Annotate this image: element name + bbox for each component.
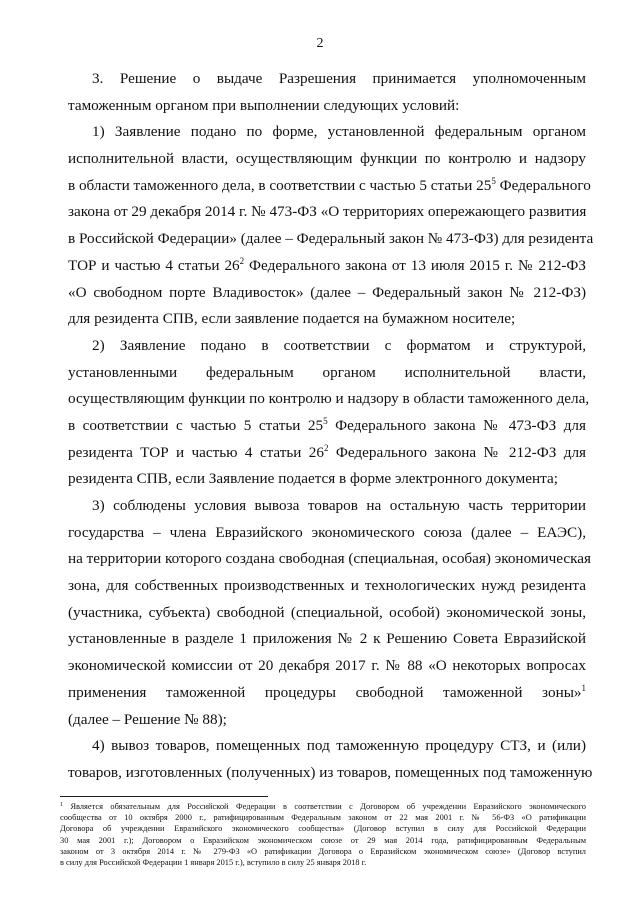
text-line — [68, 626, 586, 653]
footnote-separator — [60, 796, 268, 797]
paragraph — [68, 66, 586, 119]
paragraph — [68, 119, 594, 333]
text-run: 2) Заявление подано в соответствии с форматом и структурой, — [92, 336, 586, 354]
text-run: 3) соблюдены условия вывоза товаров на остальную часть территории — [92, 497, 586, 514]
text-line — [68, 573, 586, 600]
text-run: исполнительной власти, осуществляющим функции по контролю и надзору — [68, 150, 586, 168]
text-run: Федерального закона от 13 июля 2015 г. № 212-ФЗ — [244, 256, 586, 274]
superscript: 2 — [239, 255, 245, 266]
text-line — [68, 520, 586, 547]
text-run: 1) Заявление подано по форме, установленной федеральным органом — [92, 123, 586, 141]
text-run: осуществляющим функции по контролю и надзору в области таможенного дела, — [68, 390, 590, 408]
text-line — [68, 119, 586, 146]
text-line — [68, 546, 591, 573]
footnote-line — [60, 801, 586, 812]
text-run: экономической комиссии от 20 декабря 2017 г. № 88 «О некоторых вопросах — [68, 657, 586, 675]
text-line — [68, 280, 586, 307]
text-run: для резидента СПВ, если заявление подается на бумажном носителе; — [68, 310, 516, 328]
text-line — [68, 306, 586, 333]
text-run: сообщества от 10 октября 2000 г., ратифицированным Федеральным законом от 22 мая 2001 г. № 56-ФЗ «О ратификации — [60, 813, 586, 823]
text-run: резидента СПВ, если Заявление подается в форме электронного документа; — [68, 470, 558, 488]
text-line — [68, 707, 586, 734]
superscript: 5 — [323, 415, 328, 426]
text-run: «О свободном порте Владивосток» (далее – Федеральный закон № 212-ФЗ) — [68, 283, 586, 301]
text-run: применения таможенной процедуры свободной таможенной зоны» — [68, 683, 582, 701]
text-line — [68, 760, 593, 787]
superscript: 5 — [491, 175, 496, 186]
paragraph — [68, 733, 593, 786]
text-line — [68, 199, 586, 226]
footnote — [60, 801, 586, 868]
text-run: в силу для Российской Федерации 1 января 2015 г.), вступило в силу 25 января 2018 г. — [60, 857, 367, 867]
text-run: в области таможенного дела, в соответствии с частью 5 статьи 25 — [68, 176, 492, 194]
superscript: 1 — [581, 682, 586, 693]
text-line — [68, 653, 586, 680]
text-run: закона от 29 декабря 2014 г. № 473-ФЗ «О территориях опережающего развития — [68, 203, 587, 221]
text-line — [68, 680, 586, 707]
superscript: 2 — [323, 442, 329, 453]
footnote-line — [60, 823, 586, 834]
text-run: 30 мая 2001 г.); Договором о Евразийском экономическом союзе от 29 мая 2014 года, ратифицированным Федеральным — [60, 835, 586, 845]
text-line — [68, 360, 586, 387]
text-line — [68, 600, 586, 627]
text-line — [68, 386, 590, 413]
text-line — [68, 493, 586, 520]
text-run: 4) вывоз товаров, помещенных под таможенную процедуру СТЗ, и (или) — [92, 737, 586, 755]
text-line — [68, 226, 594, 253]
text-line — [68, 146, 586, 173]
text-run: в Российской Федерации» (далее – Федеральный закон № 473-ФЗ) для резидента — [68, 230, 594, 248]
page-number: 2 — [316, 36, 324, 51]
text-run: Договора об учреждении Евразийского экономического сообщества» (Договор вступил в силу для Российской Федерации — [60, 824, 586, 834]
text-line — [68, 173, 591, 200]
text-run: ТОР и частью 4 статьи 26 — [68, 256, 240, 274]
text-run: установленные в разделе 1 приложения № 2 к Решению Совета Евразийской — [68, 630, 586, 648]
text-run: Является обязательным для Российской Федерации в соответствии с Договором об учреждении Евразийского экономического — [63, 802, 586, 811]
text-run: государства – члена Евразийского экономического союза (далее – ЕАЭС), — [68, 523, 586, 541]
footnote-line — [60, 835, 586, 846]
document-body — [68, 66, 594, 787]
paragraph — [68, 493, 591, 733]
text-run: товаров, изготовленных (полученных) из товаров, помещенных под таможенную — [68, 763, 593, 781]
text-line — [68, 93, 586, 120]
text-run: на территории которого создана свободная (специальная, особая) экономическая — [68, 550, 591, 568]
text-line — [68, 733, 586, 760]
text-line — [68, 333, 586, 360]
text-run: Федерального — [495, 176, 591, 194]
text-run: зона, для собственных производственных и технологических нужд резидента — [68, 577, 586, 595]
footnote-line — [60, 846, 586, 857]
text-line — [68, 253, 586, 280]
paragraph — [68, 333, 590, 493]
text-run: таможенным органом при выполнении следующих условий: — [68, 96, 460, 114]
footnote-line — [60, 857, 586, 868]
text-run: Федерального закона № 212-ФЗ для — [328, 443, 587, 461]
text-line — [68, 440, 586, 467]
text-run: законом от 3 октября 2014 г. № 279-ФЗ «О ратификации Договора о Евразийском экономическом союзе» (Договор вступил — [60, 846, 586, 856]
footnote-line — [60, 812, 586, 823]
text-run: установленными федеральным органом исполнительной власти, — [68, 363, 586, 381]
text-run: (далее – Решение № 88); — [68, 710, 227, 728]
text-run: в соответствии с частью 5 статьи 25 — [68, 416, 324, 434]
text-run: 3. Решение о выдаче Разрешения принимается уполномоченным — [92, 70, 586, 87]
text-line — [68, 413, 586, 440]
text-run: (участника, субъекта) свободной (специальной, особой) экономической зоны, — [68, 603, 586, 621]
text-line — [68, 66, 586, 93]
text-run: Федерального закона № 473-ФЗ для — [327, 416, 586, 434]
superscript: 1 — [60, 802, 63, 808]
text-run: резидента ТОР и частью 4 статьи 26 — [68, 443, 324, 461]
text-line — [68, 466, 586, 493]
